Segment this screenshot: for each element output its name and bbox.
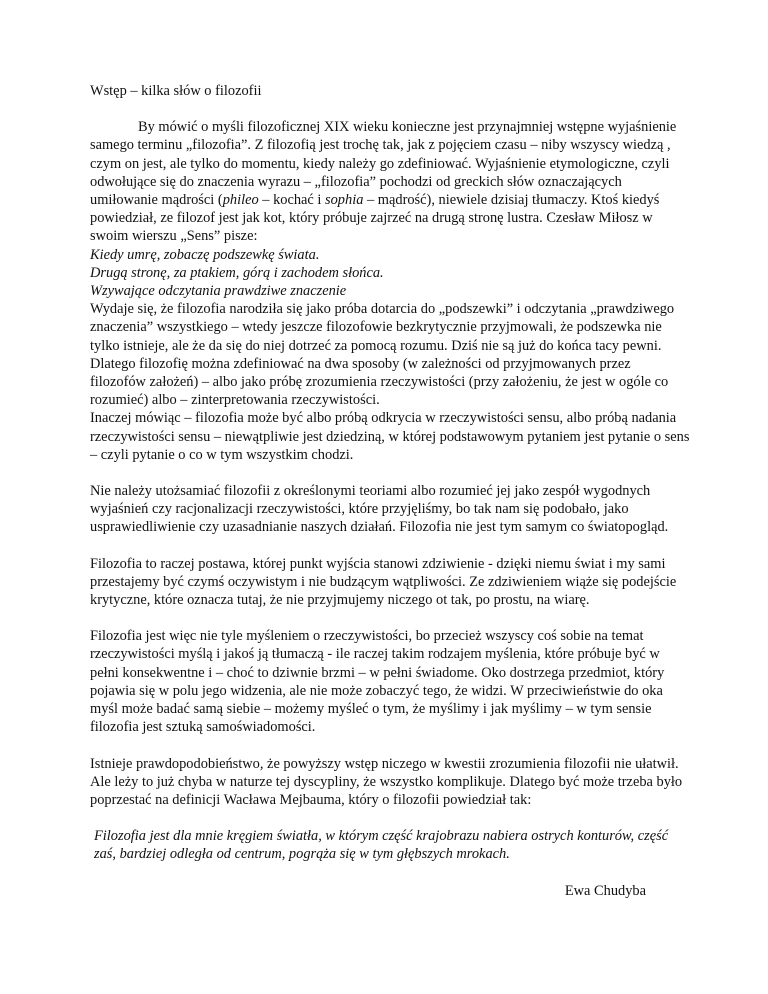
paragraph-intro [90,118,690,245]
paragraph-conclusion: Istnieje prawdopodobieństwo, że powyższy wstęp niczego w kwestii zrozumienia filozofii nie ułatwił. Ale leży to już chyba w naturze tej dyscypliny, że wszystko komplikuje. Dlatego być może trzeba było poprzestać na definicji Wacława Mejbauma, który o filozofii powiedział tak: [90,755,683,808]
paragraph-theories: Nie należy utożsamiać filozofii z określonymi teoriami albo rozumieć jej jako zespół wygodnych wyjaśnień czy racjonalizacji rzeczywistości, które przyjęliśmy, bo tak nam się podobało, jako usprawiedliwienie czy uzasadnianie naszych działań. Filozofia nie jest tym samym co światopogląd. [90,483,669,536]
poem-line-3: Wzywające odczytania prawdziwe znaczenie [90,283,347,300]
author-signature: Ewa Chudyba [564,882,646,899]
term-phileo: phileo [222,192,259,209]
paragraph-sens: Inaczej mówiąc – filozofia może być albo próbą odkrycia w rzeczywistości sensu, albo próbą nadania rzeczywistości sensu – niewątpliwie jest dziedziną, w której podstawowym pytaniem jest pytanie o sens – czyli pytanie o co w tym wszystkim chodzi. [90,410,690,463]
paragraph-podszewka: Wydaje się, że filozofia narodziła się jako próba dotarcia do „podszewki” i odczytania „prawdziwego znaczenia” wszystkiego – wtedy jeszcze filozofowie bezkrytycznie przyjmowali, że podszewka nie tylko istnieje, ale że da się do niej dotrzeć za pomocą rozumu. Dziś nie są już do końca tacy pewni. Dlatego filozofię można zdefiniować na dwa sposoby (w zależności od przyjmowanych przez filozofów założeń) – albo jako próbę zrozumienia rzeczywistości (przy założeniu, że jest w ogóle co rozumieć) albo – zinterpretowania rzeczywistości. [90,301,675,409]
document-title: Wstęp – kilka słów o filozofii [90,83,262,99]
term-sophia: sophia [325,192,364,209]
poem-line-1: Kiedy umrę, zobaczę podszewkę świata. [90,246,320,263]
closing-quote: Filozofia jest dla mnie kręgiem światła, w którym część krajobrazu nabiera ostrych konturów, część zaś, bardziej odległa od centrum, pogrąża się w tym głębszych mrokach. [94,828,669,863]
paragraph-self-awareness: Filozofia jest więc nie tyle myśleniem o rzeczywistości, bo przecież wszyscy coś sobie na temat rzeczywistości myślą i jakoś ją tłumaczą - ile raczej takim rodzajem myślenia, które próbuje być w pełni konsekwentne i – choć to dziwnie brzmi – w pełni świadome. Oko dostrzega przedmiot, który pojawia się w polu jego widzenia, ale nie może zobaczyć tego, że widzi. W przeciwieństwie do oka myśl może badać samą siebie – możemy myśleć o tym, że myślimy i jak myślimy – w tym sensie filozofia jest sztuką samoświadomości. [90,628,665,736]
document-page [90,82,690,900]
paragraph-intro-text-c: – mądrość), niewiele dzisiaj tłumaczy. Ktoś kiedyś powiedział, ze filozof jest jak kot, który próbuje zajrzeć na drugą stronę lustra. Czesław Miłosz w swoim wierszu „Sens” pisze: [90,192,660,245]
paragraph-intro-text-a: By mówić o myśli filozoficznej XIX wieku konieczne jest przynajmniej wstępne wyjaśnienie samego terminu „filozofia”. Z filozofią jest trochę tak, jak z pojęciem czasu – niby wszyscy wiedzą , czym on jest, ale tylko do momentu, kiedy należy go zdefiniować. Wyjaśnienie etymologiczne, czyli odwołujące się do znaczenia wyrazu – „filozofia” pochodzi od greckich słów oznaczających umiłowanie mądrości ( [90,119,677,209]
paragraph-attitude: Filozofia to raczej postawa, której punkt wyjścia stanowi zdziwienie - dzięki niemu świat i my sami przestajemy być czymś oczywistym i nie budzącym wątpliwości. Ze zdziwieniem wiąże się podejście krytyczne, które oznacza tutaj, że nie przyjmujemy niczego ot tak, po prostu, na wiarę. [90,555,677,609]
poem-line-2: Drugą stronę, za ptakiem, górą i zachodem słońca. [90,264,384,281]
paragraph-intro-text-b: – kochać i [258,192,326,209]
